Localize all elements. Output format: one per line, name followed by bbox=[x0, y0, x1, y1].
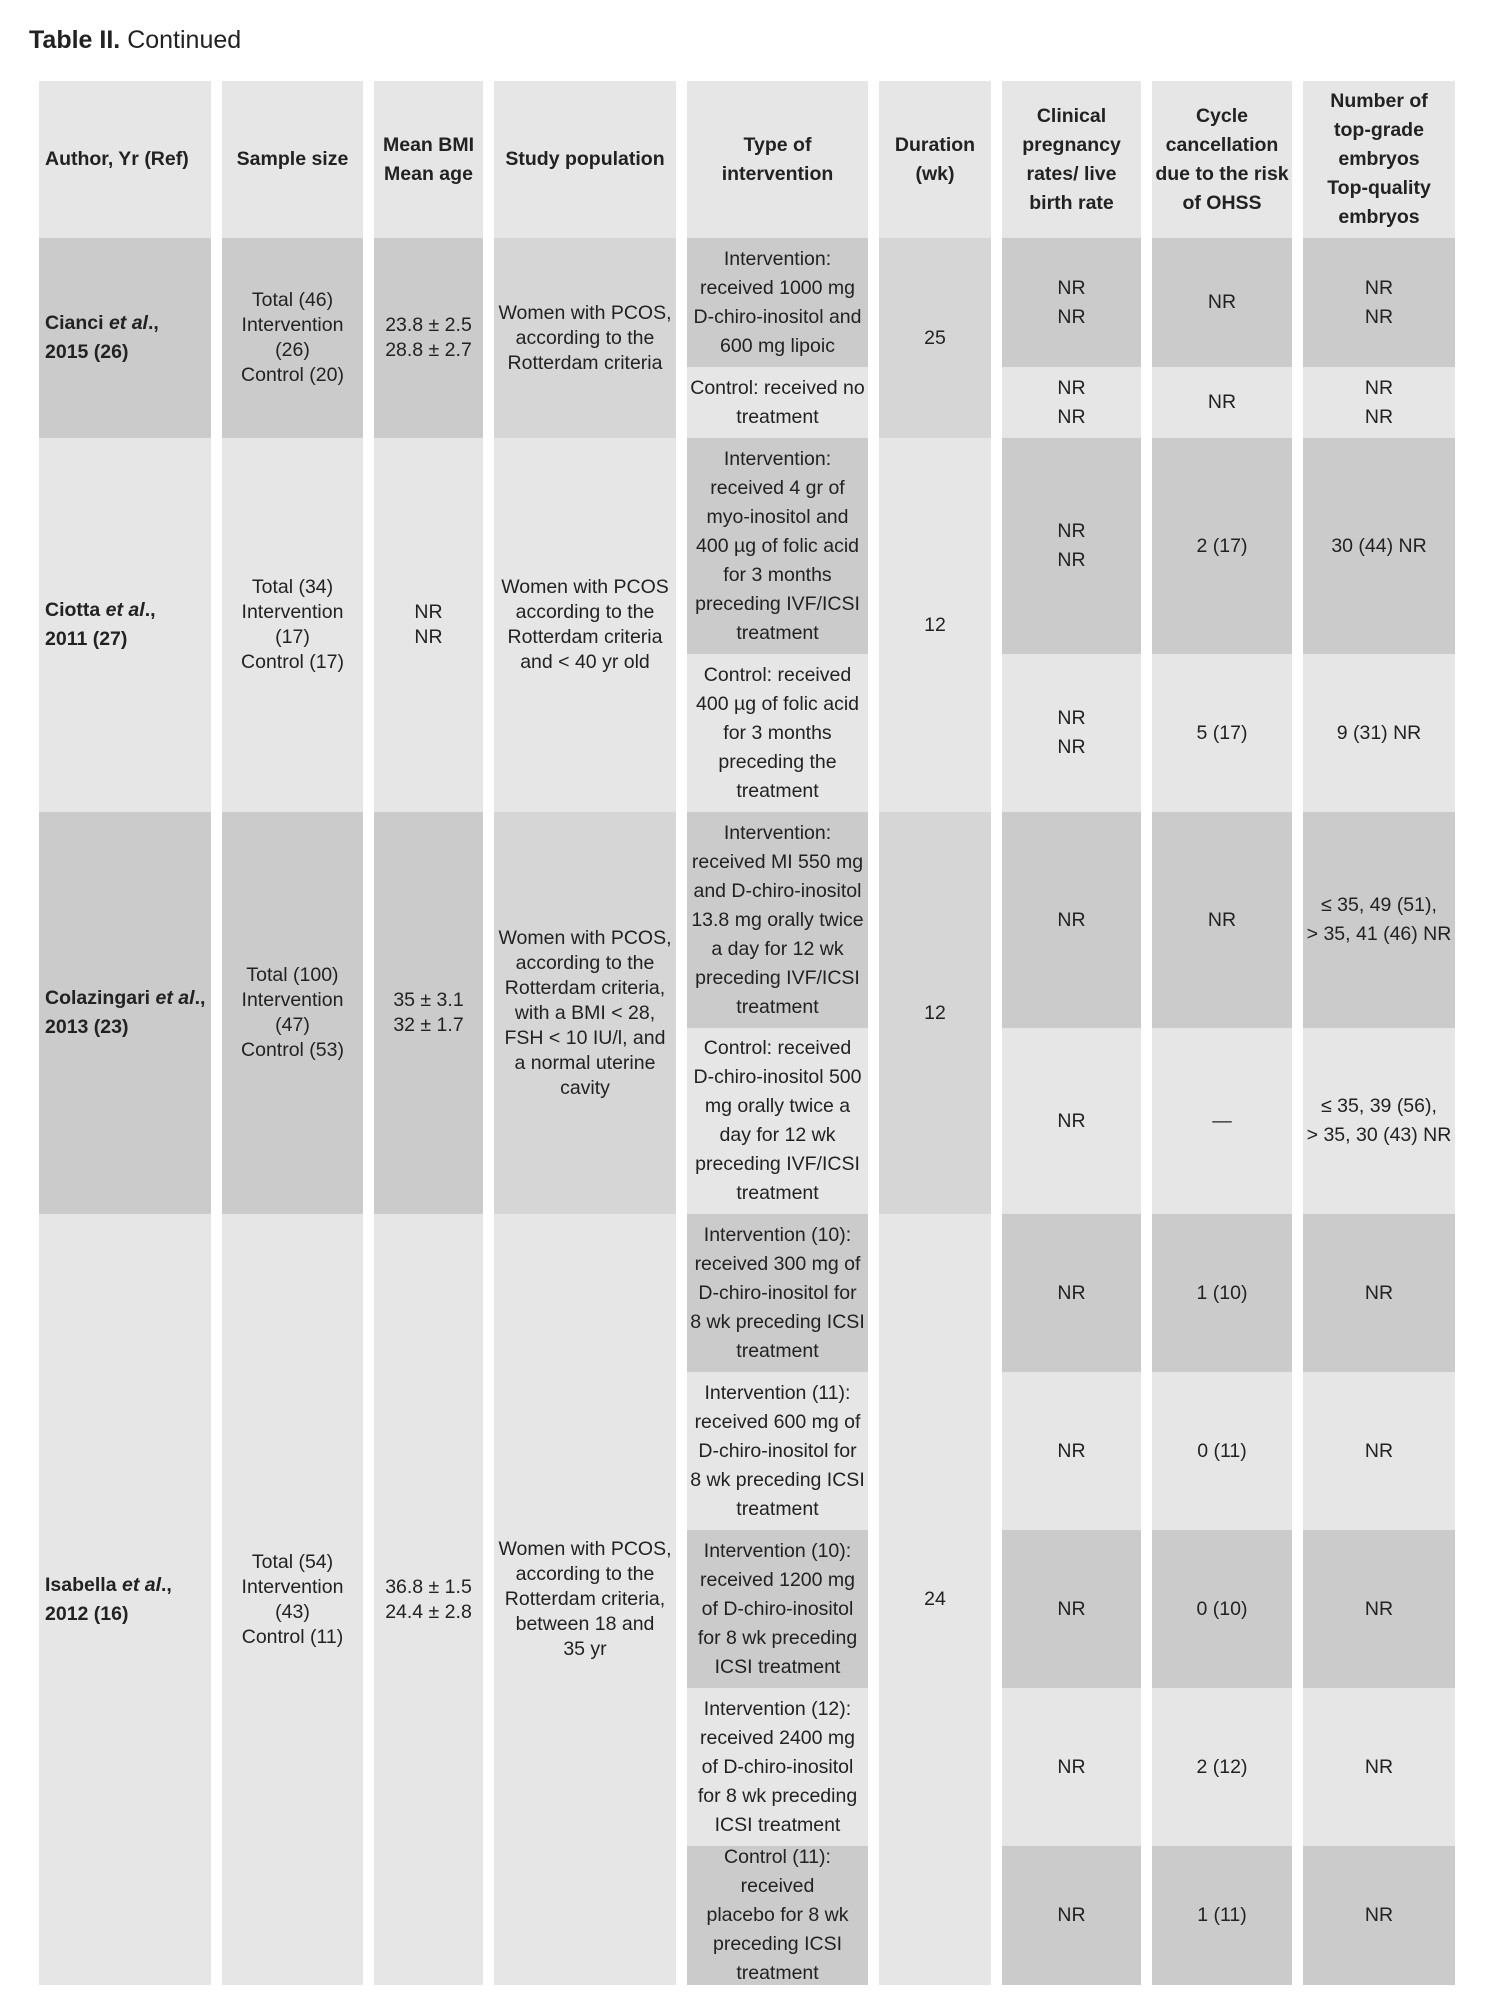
duration-isabella: 24 bbox=[924, 1588, 946, 1610]
pregnancy-isabella-2: NR bbox=[1057, 1439, 1086, 1462]
embryos-colazingari-1: ≤ 35, 49 (51), > 35, 41 (46) NR bbox=[1303, 812, 1455, 1028]
embryos-ciotta-2: 9 (31) NR bbox=[1336, 721, 1422, 744]
sample-isabella: Total (54) Intervention (43) Control (11) bbox=[241, 1550, 344, 1648]
embryos-isabella-2: NR bbox=[1364, 1439, 1394, 1462]
cancellation-colazingari-2: — bbox=[1212, 1109, 1232, 1132]
bmi-age-cianci: 23.8 ± 2.5 28.8 ± 2.7 bbox=[374, 238, 483, 438]
sample-colazingari: Total (100) Intervention (47) Control (53) bbox=[222, 812, 363, 1214]
pregnancy-ciotta-2: NR NR bbox=[1057, 707, 1086, 758]
pregnancy-cianci-2: NR NR bbox=[1057, 376, 1086, 428]
embryos-isabella-4: NR bbox=[1364, 1755, 1394, 1778]
pregnancy-isabella-3: NR bbox=[1002, 1530, 1141, 1688]
intervention-isabella-5: Control (11): received placebo for 8 wk preceding ICSI treatment bbox=[687, 1846, 868, 1985]
header-author: Author, Yr (Ref) bbox=[45, 148, 189, 170]
duration-ciotta: 12 bbox=[924, 613, 946, 636]
pregnancy-isabella-5: NR bbox=[1002, 1846, 1141, 1985]
header-sample-size: Sample size bbox=[236, 148, 349, 170]
intervention-isabella-4: Intervention (12): received 2400 mg of D-chiro-inositol for 8 wk preceding ICSI treatment bbox=[697, 1697, 858, 1836]
intervention-cianci-2: Control: received no treatment bbox=[690, 376, 865, 428]
cancellation-isabella-1: 1 (10) bbox=[1152, 1214, 1292, 1372]
table-caption-text: Continued bbox=[127, 26, 242, 54]
pregnancy-colazingari-1: NR bbox=[1002, 812, 1141, 1028]
header-embryos: Number of top-grade embryos Top-quality embryos bbox=[1327, 90, 1431, 228]
header-bmi-age: Mean BMI Mean age bbox=[382, 133, 474, 185]
population-isabella: Women with PCOS, according to the Rotterdam criteria, between 18 and 35 yr bbox=[498, 1538, 672, 1660]
header-intervention: Type of intervention bbox=[721, 133, 834, 185]
embryos-isabella-3: NR bbox=[1303, 1530, 1455, 1688]
intervention-colazingari-1: Intervention: received MI 550 mg and D-chiro-inositol 13.8 mg orally twice a day for 12 wk preceding IVF/ICSI treatment bbox=[687, 812, 868, 1028]
column-intervention bbox=[687, 81, 868, 1985]
cancellation-isabella-5: 1 (11) bbox=[1152, 1846, 1292, 1985]
embryos-cianci-2: NR NR bbox=[1364, 376, 1394, 428]
bmi-age-isabella: 36.8 ± 1.5 24.4 ± 2.8 bbox=[385, 1575, 472, 1623]
table-caption bbox=[29, 26, 241, 55]
bmi-age-ciotta: NR NR bbox=[414, 601, 443, 648]
column-author bbox=[39, 81, 211, 1985]
cancellation-colazingari-1: NR bbox=[1152, 812, 1292, 1028]
cancellation-ciotta-1: 2 (17) bbox=[1152, 438, 1292, 654]
column-pregnancy bbox=[1002, 81, 1141, 1985]
intervention-ciotta-2: Control: received 400 µg of folic acid for 3 months preceding the treatment bbox=[696, 663, 859, 802]
intervention-isabella-1: Intervention (10): received 300 mg of D-chiro-inositol for 8 wk preceding ICSI treatment bbox=[687, 1214, 868, 1372]
population-ciotta: Women with PCOS according to the Rotterdam criteria and < 40 yr old bbox=[501, 576, 669, 673]
pregnancy-ciotta-1: NR NR bbox=[1002, 438, 1141, 654]
column-embryos bbox=[1303, 81, 1455, 1985]
sample-cianci: Total (46) Intervention (26) Control (20) bbox=[222, 238, 363, 438]
pregnancy-cianci-1: NR NR bbox=[1002, 238, 1141, 367]
cancellation-isabella-2: 0 (11) bbox=[1197, 1439, 1247, 1462]
embryos-ciotta-1: 30 (44) NR bbox=[1303, 438, 1455, 654]
embryos-isabella-1: NR bbox=[1303, 1214, 1455, 1372]
column-cancellation bbox=[1152, 81, 1292, 1985]
author-ciotta: Ciotta et al., 2011 (27) bbox=[45, 599, 156, 650]
bmi-age-colazingari: 35 ± 3.1 32 ± 1.7 bbox=[374, 812, 483, 1214]
embryos-isabella-5: NR bbox=[1303, 1846, 1455, 1985]
pregnancy-isabella-4: NR bbox=[1057, 1755, 1086, 1778]
cancellation-isabella-3: 0 (10) bbox=[1152, 1530, 1292, 1688]
duration-colazingari: 12 bbox=[879, 812, 991, 1214]
header-duration: Duration (wk) bbox=[894, 133, 976, 185]
intervention-isabella-2: Intervention (11): received 600 mg of D-chiro-inositol for 8 wk preceding ICSI treatment bbox=[690, 1381, 865, 1520]
column-bmi-age bbox=[374, 81, 483, 1985]
intervention-colazingari-2: Control: received D-chiro-inositol 500 mg orally twice a day for 12 wk preceding IVF/ICSI treatment bbox=[693, 1037, 862, 1204]
cancellation-isabella-4: 2 (12) bbox=[1196, 1755, 1248, 1778]
sample-ciotta: Total (34) Intervention (17) Control (17) bbox=[241, 576, 344, 673]
author-isabella: Isabella et al., 2012 (16) bbox=[45, 1573, 172, 1625]
author-colazingari: Colazingari et al., 2013 (23) bbox=[39, 812, 211, 1214]
population-colazingari: Women with PCOS, according to the Rotterdam criteria, with a BMI < 28, FSH < 10 IU/l, and a normal uterine cavity bbox=[494, 812, 676, 1214]
pregnancy-isabella-1: NR bbox=[1002, 1214, 1141, 1372]
column-sample-size bbox=[222, 81, 363, 1985]
duration-cianci: 25 bbox=[879, 238, 991, 438]
intervention-cianci-1: Intervention: received 1000 mg D-chiro-inositol and 600 mg lipoic bbox=[687, 238, 868, 367]
cancellation-cianci-1: NR bbox=[1152, 238, 1292, 367]
cancellation-ciotta-2: 5 (17) bbox=[1196, 721, 1248, 744]
column-population bbox=[494, 81, 676, 1985]
embryos-colazingari-2: ≤ 35, 39 (56), > 35, 30 (43) NR bbox=[1306, 1095, 1452, 1146]
header-cancellation: Cycle cancellation due to the risk of OHSS bbox=[1155, 104, 1289, 214]
table-label: Table II. bbox=[29, 26, 121, 54]
column-duration bbox=[879, 81, 991, 1985]
header-population: Study population bbox=[505, 148, 665, 170]
cancellation-cianci-2: NR bbox=[1207, 391, 1237, 413]
pregnancy-colazingari-2: NR bbox=[1057, 1109, 1086, 1132]
author-cianci: Cianci et al., 2015 (26) bbox=[39, 238, 211, 438]
header-pregnancy: Clinical pregnancy rates/ live birth rate bbox=[1022, 104, 1121, 214]
intervention-isabella-3: Intervention (10): received 1200 mg of D-chiro-inositol for 8 wk preceding ICSI treatment bbox=[687, 1530, 868, 1688]
embryos-cianci-1: NR NR bbox=[1303, 238, 1455, 367]
intervention-ciotta-1: Intervention: received 4 gr of myo-inositol and 400 µg of folic acid for 3 months preceding IVF/ICSI treatment bbox=[687, 438, 868, 654]
population-cianci: Women with PCOS, according to the Rotterdam criteria bbox=[494, 238, 676, 438]
